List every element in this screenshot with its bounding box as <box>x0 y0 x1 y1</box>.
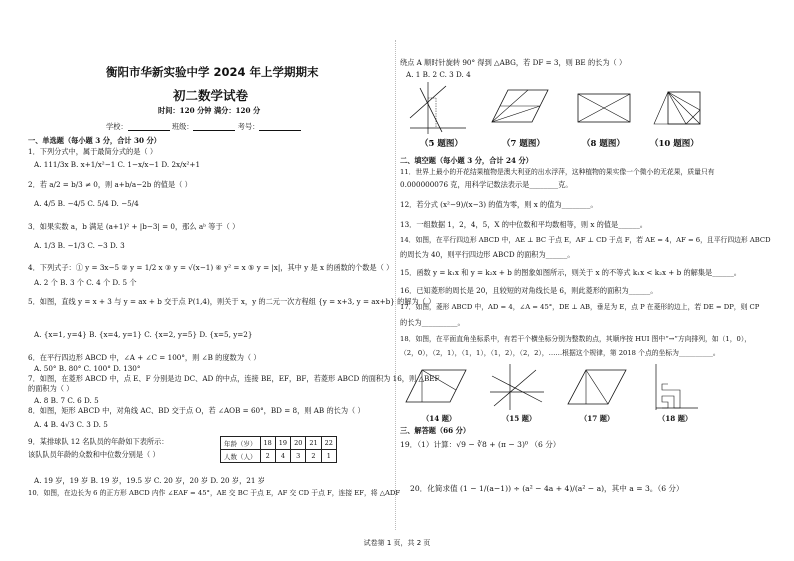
figure-18 <box>650 360 702 414</box>
figure-10 <box>652 82 708 136</box>
q10-text: 10．如图，在边长为 6 的正方形 ABCD 内作 ∠EAF = 45°，AE 交 BC 于点 E，AF 交 CD 于点 F，连接 EF，将 △ADF <box>28 489 401 497</box>
column-divider <box>395 40 396 530</box>
q8-options: A. 4 B. 4√3 C. 3 D. 5 <box>34 420 108 429</box>
table-cell: 人数（人） <box>221 450 261 463</box>
q1-text: 1．下列分式中，属于最简分式的是（ ） <box>28 147 158 156</box>
fig-label-8: （8 题图） <box>582 139 625 149</box>
q9-text: 9．某排球队 12 名队员的年龄如下表所示： <box>28 437 169 446</box>
q3-text: 3．如果实数 a，b 满足 (a+1)² + |b−3| = 0，那么 aᵇ 等于（ ） <box>28 222 240 231</box>
table-cell: 2 <box>260 450 275 463</box>
table-cell: 20 <box>291 437 306 450</box>
table-cell: 4 <box>275 450 290 463</box>
q11-text: 11．世界上最小的开花结果植物是澳大利亚的出水浮萍，这种植物的果实像一个微小的无花果，质量只有 <box>400 168 715 176</box>
figure-7 <box>488 84 552 128</box>
fig-label-7: （7 题图） <box>502 139 545 149</box>
q4-options: A. 2 个 B. 3 个 C. 4 个 D. 5 个 <box>34 278 137 287</box>
q20-text: 20．化简求值 (1 − 1/(a−1)) ÷ (a² − 4a + 4)/(a² − a)，其中 a = 3。（6 分） <box>410 484 684 493</box>
fig-label-5: （5 题图） <box>420 139 463 149</box>
q14-text-cont: 的周长为 40，则平行四边形 ABCD 的面积为______。 <box>400 250 575 259</box>
q7-text: 7．如图，在菱形 ABCD 中，点 E、F 分别是边 DC、AD 的中点，连接 BE，EF，BF，若菱形 ABCD 的面积为 16，则 △BEF <box>28 374 440 383</box>
q13-text: 13．一组数据 1，2，4，5，X 的中位数和平均数相等，则 x 的值是______。 <box>400 220 647 229</box>
section3-heading: 三、解答题（66 分） <box>400 426 471 435</box>
q9-text-cont: 该队队员年龄的众数和中位数分别是（ ） <box>28 450 160 459</box>
page-footer: 试卷第 1 页，共 2 页 <box>363 539 431 547</box>
time-score: 时间：120 分钟 满分：120 分 <box>158 106 261 115</box>
q7-options: A. 8 B. 7 C. 6 D. 5 <box>34 396 99 405</box>
q14-text: 14．如图，在平行四边形 ABCD 中，AE ⊥ BC 于点 E，AF ⊥ CD 于点 F，若 AE = 4，AF = 6，且平行四边形 ABCD <box>400 236 771 244</box>
info-id-label: 考号： <box>237 122 260 131</box>
exam-title: 初二数学试卷 <box>173 88 249 103</box>
q10-text-cont: 绕点 A 顺时针旋转 90° 得到 △ABG，若 DF = 3，则 BE 的长为（ ） <box>400 58 627 67</box>
fig-label-14: （14 题） <box>422 414 457 423</box>
section1-heading: 一、单选题（每小题 3 分，合计 30 分） <box>28 136 161 145</box>
table-cell: 19 <box>275 437 290 450</box>
table-cell: 18 <box>260 437 275 450</box>
section2-heading: 二、填空题（每小题 3 分，合计 24 分） <box>400 156 533 165</box>
q18-text: 18．如图，在平面直角坐标系中，有若干个横坐标分别为整数的点，其顺序按 HUI 图中“→”方向排列，如（1，0）， <box>400 335 752 343</box>
age-table-header-row <box>221 437 337 450</box>
school-title: 衡阳市华新实验中学 2024 年上学期期末 <box>106 65 319 79</box>
q2-text: 2．若 a/2 = b/3 ≠ 0，则 a+b/a−2b 的值是（ ） <box>28 180 192 189</box>
q10-options: A. 1 B. 2 C. 3 D. 4 <box>406 70 471 79</box>
fig-label-18: （18 题） <box>658 414 693 423</box>
q17-text-cont: 的长为__________。 <box>400 318 465 327</box>
q17-text: 17．如图，菱形 ABCD 中，AD = 4，∠A = 45°，DE ⊥ AB，垂足为 E，点 P 在菱形的边上，若 DE = DP，则 CP <box>400 303 760 311</box>
figure-15 <box>486 362 548 412</box>
info-school-label: 学校： <box>106 122 128 131</box>
q1-options: A. 111/3x B. x+1/x²−1 C. 1−x/x−1 D. 2x/x²+1 <box>34 160 201 169</box>
class-field[interactable] <box>193 123 235 131</box>
q12-text: 12．若分式 (x²−9)/(x−3) 的值为零，则 x 的值为________。 <box>400 200 598 209</box>
q7-text-cont: 的面积为（ ） <box>28 384 74 393</box>
figure-5 <box>406 80 470 136</box>
q11-text-cont: 0.000000076 克，用科学记数法表示是________克。 <box>400 180 573 189</box>
q6-options: A. 50° B. 80° C. 100° D. 130° <box>34 364 141 373</box>
table-cell: 2 <box>306 450 321 463</box>
table-cell: 22 <box>321 437 336 450</box>
q4-text: 4．下列式子：① y = 3x−5 ② y = 1/2 x ③ y = √(x−1) ④ y² = x ⑤ y = |x|，其中 y 是 x 的函数的个数是（ ） <box>28 263 394 272</box>
fig-label-17: （17 题） <box>580 414 615 423</box>
age-table <box>220 436 337 463</box>
q3-options: A. 1/3 B. −1/3 C. −3 D. 3 <box>34 241 125 250</box>
age-table-count-row <box>221 450 337 463</box>
figure-8 <box>572 88 636 128</box>
q16-text: 16．已知菱形的周长是 20，且较短的对角线长是 6，则此菱形的面积为______。 <box>400 286 658 295</box>
q5-options: A. {x=1, y=4} B. {x=4, y=1} C. {x=2, y=5} D. {x=5, y=2} <box>34 330 253 339</box>
fig-label-10: （10 题图） <box>650 139 699 149</box>
figure-17 <box>564 364 630 410</box>
id-field[interactable] <box>259 123 301 131</box>
table-cell: 年龄（岁） <box>221 437 261 450</box>
table-cell: 1 <box>321 450 336 463</box>
figure-14 <box>404 364 470 410</box>
q5-text: 5．如图，直线 y = x + 3 与 y = ax + b 交于点 P(1,4)，则关于 x，y 的二元一次方程组 {y = x+3, y = ax+b} 的解为（ ） <box>28 297 436 306</box>
q18-text-cont: （2，0），（2，1），（1，1），（1，2），（2，2），……根据这个规律，第 2018 个点的坐标为__________。 <box>400 349 720 357</box>
table-cell: 3 <box>291 450 306 463</box>
q2-options: A. 4/5 B. −4/5 C. 5/4 D. −5/4 <box>34 199 139 208</box>
info-class-label: 班级： <box>171 122 194 131</box>
fig-label-15: （15 题） <box>502 414 537 423</box>
q19-text: 19．（1）计算：√9 − ∛8 + (π − 3)⁰ （6 分） <box>400 440 561 449</box>
school-field[interactable] <box>128 123 170 131</box>
q9-options: A. 19 岁，19 岁 B. 19 岁，19.5 岁 C. 20 岁，20 岁 D. 20 岁，21 岁 <box>34 476 265 485</box>
table-cell: 21 <box>306 437 321 450</box>
q6-text: 6．在平行四边形 ABCD 中，∠A + ∠C = 100°，则 ∠B 的度数为（ ） <box>28 353 261 362</box>
q15-text: 15．函数 y = k₁x 和 y = k₂x + b 的图象如图所示，则关于 x 的不等式 k₁x < k₂x + b 的解集是______。 <box>400 268 741 277</box>
q8-text: 8．如图，矩形 ABCD 中，对角线 AC、BD 交于点 O，若 ∠AOB = 60°，BD = 8，则 AB 的长为（ ） <box>28 406 365 415</box>
info-line <box>106 122 301 131</box>
